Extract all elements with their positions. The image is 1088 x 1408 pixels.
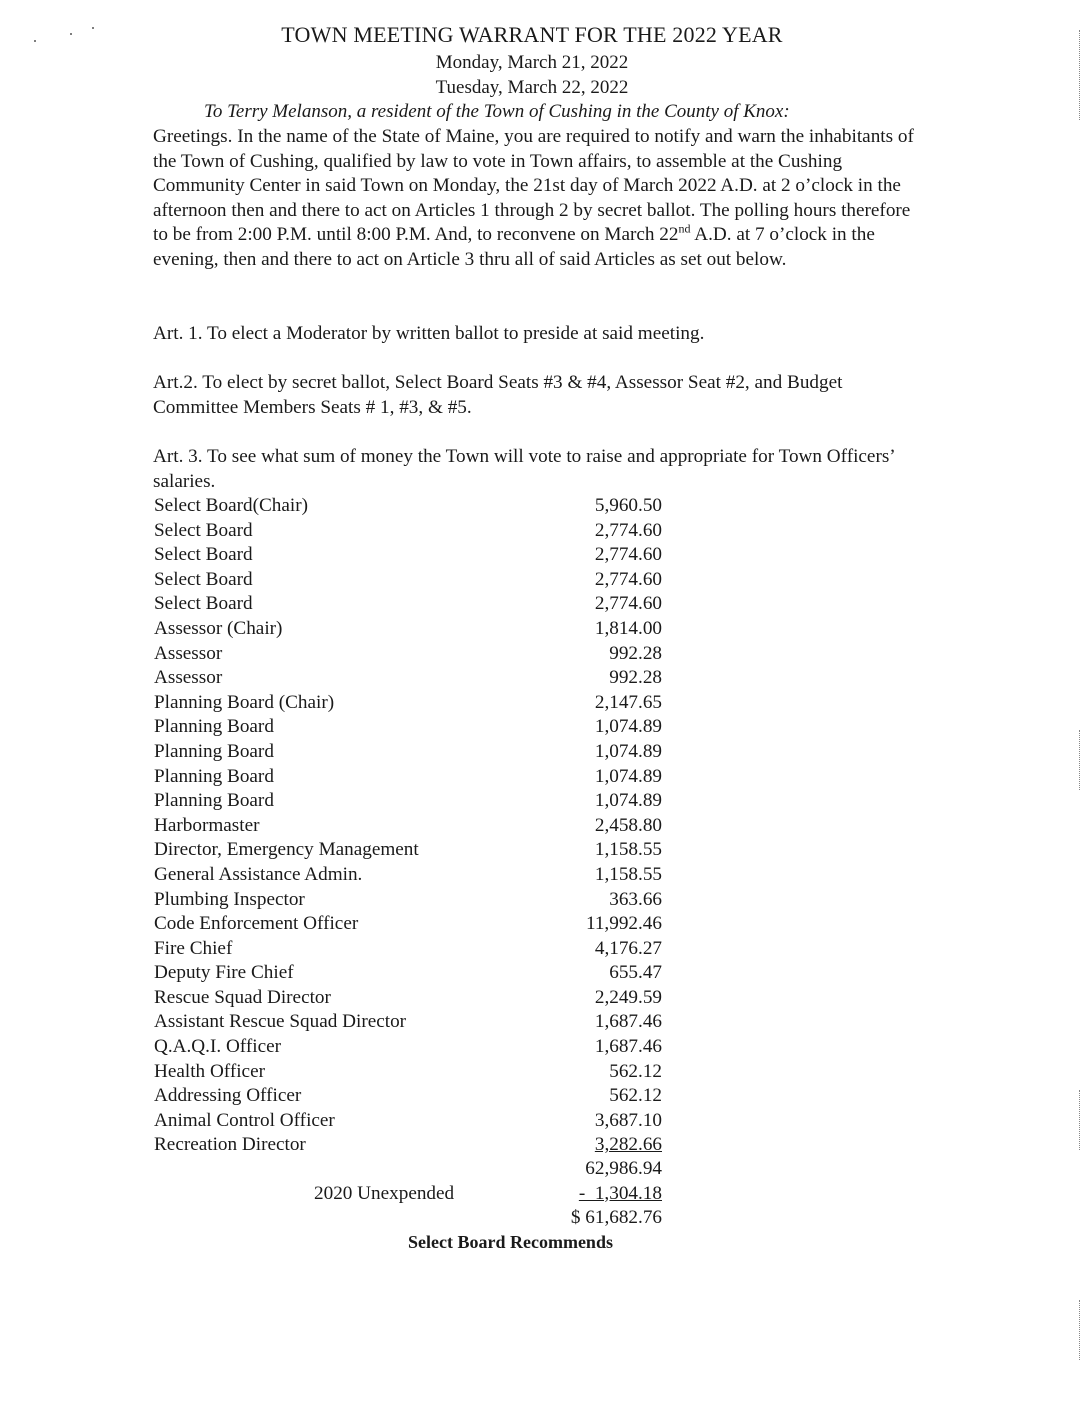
salary-amount: 1,687.46 (594, 1011, 662, 1033)
total-amount: $ 61,682.76 (570, 1207, 662, 1229)
meeting-date-tuesday: Tuesday, March 22, 2022 (435, 77, 629, 98)
article-2: Art.2. To elect by secret ballot, Select Board Seats #3 & #4, Assessor Seat #2, and Budget Committee Members Seats # 1, #3, & #5. (153, 372, 843, 418)
salary-row (154, 789, 674, 814)
scan-speck (70, 33, 72, 35)
addressee-line: To Terry Melanson, a resident of the Town of Cushing in the County of Knox: (204, 101, 790, 122)
salary-row (154, 912, 674, 937)
unexpended-amount: - 1,304.18 (578, 1182, 662, 1204)
scan-edge-mark (1078, 1300, 1080, 1360)
subtotal-amount: 62,986.94 (585, 1158, 662, 1179)
salary-amount: 1,158.55 (594, 863, 662, 885)
salary-amount: 2,147.65 (594, 691, 662, 713)
salary-position: Assistant Rescue Squad Director (154, 1011, 407, 1033)
salary-row (154, 1109, 674, 1134)
salary-amount: 1,074.89 (594, 716, 662, 738)
salary-row (154, 765, 674, 790)
salary-position: Animal Control Officer (154, 1109, 335, 1131)
greeting-superscript: nd (678, 221, 691, 236)
salary-position: Code Enforcement Officer (154, 913, 359, 935)
salary-amount: 1,814.00 (594, 617, 662, 639)
article-1: Art. 1. To elect a Moderator by written ballot to preside at said meeting. (153, 323, 705, 344)
salary-row (154, 592, 674, 617)
unexpended-row (154, 1182, 674, 1207)
salary-position: Deputy Fire Chief (154, 962, 294, 984)
salary-row (154, 986, 674, 1011)
salary-row (154, 838, 674, 863)
salary-position: Planning Board (154, 765, 274, 787)
salary-amount: 1,687.46 (594, 1036, 662, 1058)
scan-speck (92, 27, 94, 29)
salary-position: Rescue Squad Director (154, 986, 331, 1008)
salary-row (154, 494, 674, 519)
scan-edge-mark (1078, 730, 1080, 790)
scan-edge-mark (1078, 1090, 1080, 1150)
salary-amount: 4,176.27 (594, 937, 662, 959)
salary-position: Select Board (154, 568, 253, 590)
salary-row (154, 543, 674, 568)
salary-amount: 2,774.60 (594, 519, 662, 541)
salary-position: Select Board (154, 519, 253, 541)
salary-position: Director, Emergency Management (154, 839, 419, 861)
meeting-date-monday: Monday, March 21, 2022 (435, 52, 629, 73)
salary-table (154, 494, 674, 1158)
salary-amount: 363.66 (609, 888, 662, 910)
salary-amount: 3,282.66 (594, 1134, 662, 1156)
salary-amount: 1,074.89 (594, 790, 662, 812)
scan-speck (34, 40, 36, 42)
greeting-paragraph (153, 125, 923, 273)
subtotal-row (154, 1157, 674, 1182)
salary-position: Fire Chief (154, 937, 233, 959)
salary-position: Planning Board (Chair) (154, 691, 335, 713)
scan-edge-mark (1078, 30, 1080, 120)
salary-row (154, 568, 674, 593)
salary-position: Assessor (154, 667, 223, 689)
salary-row (154, 961, 674, 986)
salary-position: Select Board (154, 593, 253, 615)
salary-row (154, 715, 674, 740)
salary-amount: 562.12 (609, 1060, 662, 1082)
salary-totals (154, 1157, 674, 1231)
salary-position: Planning Board (154, 716, 274, 738)
salary-amount: 655.47 (609, 962, 662, 984)
salary-row (154, 642, 674, 667)
salary-position: Assessor (154, 642, 223, 664)
salary-position: Harbormaster (154, 814, 260, 836)
salary-position: Select Board (154, 544, 253, 566)
salary-row (154, 740, 674, 765)
salary-position: Q.A.Q.I. Officer (154, 1036, 281, 1058)
salary-amount: 992.28 (609, 667, 662, 689)
salary-position: Planning Board (154, 790, 274, 812)
salary-row (154, 691, 674, 716)
salary-amount: 5,960.50 (594, 495, 662, 516)
salary-position: Select Board(Chair) (154, 495, 308, 516)
salary-row (154, 1035, 674, 1060)
salary-position: Health Officer (154, 1060, 265, 1082)
salary-row (154, 814, 674, 839)
salary-row (154, 519, 674, 544)
salary-position: Addressing Officer (154, 1085, 302, 1107)
salary-row (154, 666, 674, 691)
salary-position: General Assistance Admin. (154, 863, 363, 885)
salary-amount: 2,249.59 (594, 986, 662, 1008)
salary-amount: 992.28 (609, 642, 662, 664)
salary-amount: 2,774.60 (594, 568, 662, 590)
salary-row (154, 863, 674, 888)
salary-amount: 11,992.46 (585, 913, 662, 935)
salary-amount: 1,158.55 (594, 839, 662, 861)
greeting-text-before: Greetings. In the name of the State of Maine, you are required to notify and warn the inhabitants of the Town of Cushing, qualified by law to vote in Town affairs, to assemble at the Cushing Community Center in said Town on Monday, the 21st day of March 2022 A.D. at 2 o’clock in the afternoon then and there to act on Articles 1 through 2 by secret ballot. The polling hours therefore to be from 2:00 P.M. until 8:00 P.M. And, to reconvene on March 22 (153, 126, 914, 246)
salary-amount: 3,687.10 (594, 1109, 662, 1131)
salary-row (154, 1084, 674, 1109)
article-3: Art. 3. To see what sum of money the Town will vote to raise and appropriate for Town Officers’ salaries. (153, 446, 895, 492)
salary-position: Recreation Director (154, 1134, 306, 1156)
salary-row (154, 937, 674, 962)
salary-position: Plumbing Inspector (154, 888, 305, 910)
total-row (154, 1206, 674, 1231)
salary-row (154, 1010, 674, 1035)
salary-amount: 2,458.80 (594, 814, 662, 836)
salary-position: Assessor (Chair) (154, 617, 283, 639)
salary-row (154, 1133, 674, 1158)
unexpended-label: 2020 Unexpended (314, 1182, 455, 1204)
salary-amount: 562.12 (609, 1085, 662, 1107)
salary-position: Planning Board (154, 740, 274, 762)
salary-amount: 1,074.89 (594, 765, 662, 787)
greeting-text-after: A.D. at 7 o’clock in the evening, then and there to act on Article 3 thru all of said Articles as set out below. (153, 224, 875, 270)
salary-amount: 2,774.60 (594, 544, 662, 566)
salary-amount: 1,074.89 (594, 740, 662, 762)
salary-amount: 2,774.60 (594, 593, 662, 615)
document-title: TOWN MEETING WARRANT FOR THE 2022 YEAR (281, 22, 783, 47)
select-board-recommendation: Select Board Recommends (408, 1232, 613, 1252)
salary-row (154, 617, 674, 642)
salary-row (154, 1060, 674, 1085)
salary-row (154, 888, 674, 913)
